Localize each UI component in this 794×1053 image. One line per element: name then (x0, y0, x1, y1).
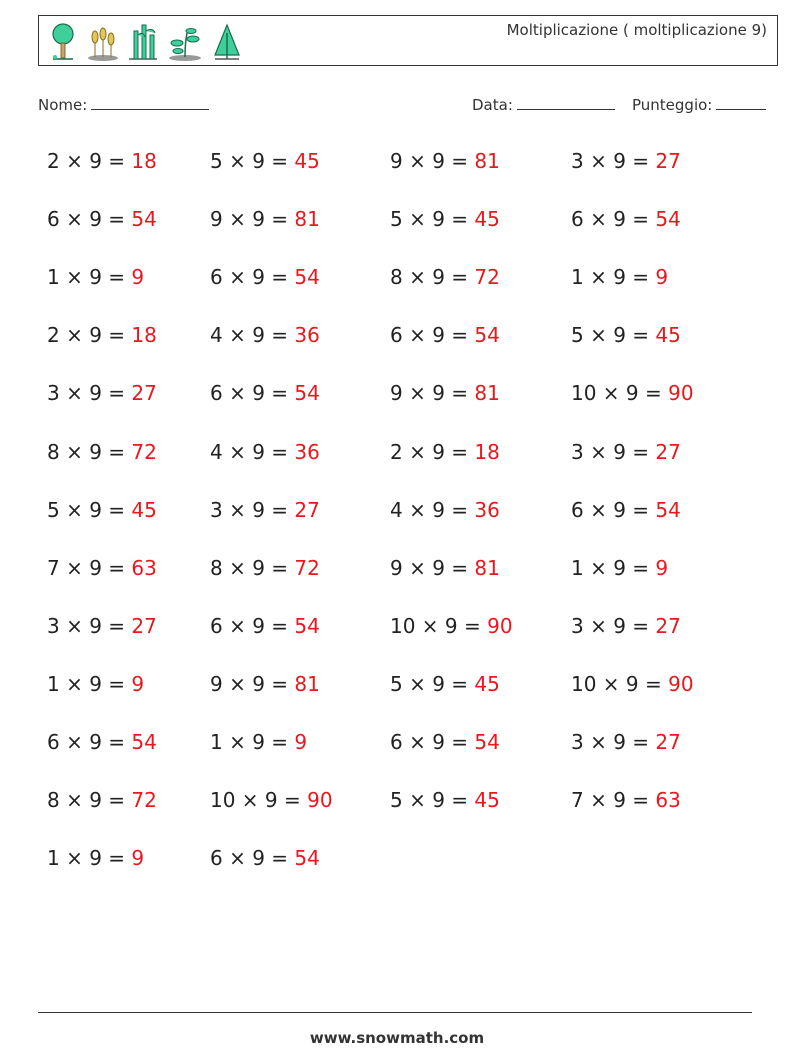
problem-question: 5 × 9 = (47, 497, 132, 522)
problem-item (210, 614, 320, 638)
problem-item (210, 323, 320, 347)
problem-answer: 54 (294, 846, 320, 871)
problem-answer: 90 (668, 671, 694, 696)
problem-answer: 90 (668, 381, 694, 406)
problem-question: 7 × 9 = (47, 555, 132, 580)
problem-answer: 54 (294, 613, 320, 638)
problem-item (210, 498, 320, 522)
problem-item (571, 440, 681, 464)
footer-divider (38, 1012, 752, 1013)
problem-question: 10 × 9 = (571, 671, 669, 696)
footer-url: www.snowmath.com (309, 1029, 485, 1047)
problem-question: 8 × 9 = (210, 555, 295, 580)
problem-question: 6 × 9 = (571, 207, 656, 232)
problem-question: 8 × 9 = (390, 265, 475, 290)
problem-question: 8 × 9 = (47, 439, 132, 464)
problem-item (571, 672, 694, 696)
problem-answer: 45 (474, 788, 500, 813)
score-field[interactable] (632, 93, 766, 114)
problem-question: 3 × 9 = (571, 439, 656, 464)
problem-question: 3 × 9 = (571, 613, 656, 638)
problem-item (571, 498, 681, 522)
problem-item (47, 149, 157, 173)
problem-question: 4 × 9 = (390, 497, 475, 522)
problem-question: 1 × 9 = (571, 555, 656, 580)
problem-answer: 45 (294, 149, 320, 173)
problem-question: 7 × 9 = (571, 788, 656, 813)
problem-answer: 36 (474, 497, 500, 522)
problem-item (47, 846, 144, 870)
problem-item (571, 788, 681, 812)
date-label: Data: (472, 96, 513, 114)
problem-answer: 72 (131, 439, 157, 464)
problem-item (390, 672, 500, 696)
worksheet-title: Moltiplicazione ( moltiplicazione 9) (506, 21, 767, 39)
problem-answer: 54 (131, 207, 157, 232)
problem-item (210, 149, 320, 173)
problem-answer: 81 (474, 149, 500, 173)
problem-answer: 27 (294, 497, 320, 522)
problem-item (571, 381, 694, 405)
problem-question: 1 × 9 = (47, 846, 132, 871)
problem-question: 6 × 9 = (210, 265, 295, 290)
problem-question: 6 × 9 = (390, 730, 475, 754)
problem-answer: 36 (294, 323, 320, 348)
problem-answer: 54 (655, 207, 681, 232)
problem-question: 5 × 9 = (390, 788, 475, 813)
problem-question: 8 × 9 = (47, 788, 132, 813)
header-icons (45, 21, 245, 63)
problem-question: 2 × 9 = (47, 149, 132, 173)
problem-question: 4 × 9 = (210, 323, 295, 348)
problem-question: 6 × 9 = (210, 846, 295, 871)
problem-item (210, 846, 320, 870)
problem-item (210, 672, 320, 696)
problem-item (210, 730, 307, 754)
problem-question: 2 × 9 = (47, 323, 132, 348)
problem-question: 5 × 9 = (390, 671, 475, 696)
problem-item (210, 381, 320, 405)
problem-answer: 18 (131, 149, 157, 173)
problem-item (571, 207, 681, 231)
problem-question: 6 × 9 = (390, 323, 475, 348)
name-label: Nome: (38, 96, 88, 114)
problem-question: 5 × 9 = (210, 149, 295, 173)
problem-answer: 9 (131, 846, 145, 871)
problem-question: 9 × 9 = (210, 207, 295, 232)
problem-item (390, 556, 500, 580)
problem-answer: 27 (655, 439, 681, 464)
problem-question: 9 × 9 = (210, 671, 295, 696)
problem-item (47, 672, 144, 696)
problem-answer: 81 (294, 671, 320, 696)
problem-answer: 27 (131, 381, 157, 406)
problem-question: 5 × 9 = (571, 323, 656, 348)
problem-answer: 72 (294, 555, 320, 580)
problem-answer: 18 (131, 323, 157, 348)
problem-item (390, 440, 500, 464)
problem-item (390, 207, 500, 231)
problem-question: 1 × 9 = (47, 671, 132, 696)
problem-item (390, 149, 500, 173)
problem-answer: 9 (655, 555, 669, 580)
problem-question: 3 × 9 = (571, 149, 656, 173)
problem-question: 10 × 9 = (571, 381, 669, 406)
problem-item (210, 440, 320, 464)
problem-item (571, 265, 668, 289)
date-field[interactable] (472, 93, 615, 114)
problem-item (210, 207, 320, 231)
problem-item (571, 149, 681, 173)
problem-answer: 9 (131, 265, 145, 290)
problem-item (47, 381, 157, 405)
problem-answer: 27 (655, 149, 681, 173)
problem-answer: 81 (294, 207, 320, 232)
problem-question: 6 × 9 = (210, 613, 295, 638)
problem-answer: 54 (474, 323, 500, 348)
problem-question: 10 × 9 = (210, 788, 308, 813)
problem-question: 9 × 9 = (390, 149, 475, 173)
problem-question: 6 × 9 = (47, 207, 132, 232)
problem-question: 6 × 9 = (47, 730, 132, 754)
problem-answer: 45 (655, 323, 681, 348)
score-label: Punteggio: (632, 96, 713, 114)
problem-item (47, 207, 157, 231)
leaf-tree-icon (209, 21, 245, 63)
problem-answer: 54 (131, 730, 157, 754)
problem-item (571, 556, 668, 580)
problem-question: 6 × 9 = (571, 497, 656, 522)
problem-item (571, 614, 681, 638)
problem-question: 1 × 9 = (210, 730, 295, 754)
problem-answer: 54 (294, 381, 320, 406)
problem-answer: 90 (307, 788, 333, 813)
problem-item (210, 265, 320, 289)
score-line[interactable] (716, 93, 766, 110)
problem-answer: 54 (474, 730, 500, 754)
problem-answer: 72 (131, 788, 157, 813)
problem-answer: 90 (487, 613, 513, 638)
problem-item (390, 381, 500, 405)
problem-answer: 81 (474, 555, 500, 580)
problem-answer: 45 (474, 207, 500, 232)
problem-item (390, 498, 500, 522)
problem-answer: 36 (294, 439, 320, 464)
problem-answer: 27 (131, 613, 157, 638)
problem-answer: 72 (474, 265, 500, 290)
problem-question: 3 × 9 = (571, 730, 656, 754)
problem-item (390, 730, 500, 754)
problem-question: 2 × 9 = (390, 439, 475, 464)
problem-question: 9 × 9 = (390, 555, 475, 580)
problem-answer: 27 (655, 613, 681, 638)
header-box (38, 15, 778, 66)
problem-question: 1 × 9 = (571, 265, 656, 290)
problem-question: 9 × 9 = (390, 381, 475, 406)
problem-item (47, 730, 157, 754)
date-line[interactable] (517, 93, 615, 110)
bamboo-icon (125, 21, 161, 63)
problem-answer: 45 (131, 497, 157, 522)
problem-item (210, 788, 333, 812)
tree-icon (45, 21, 81, 63)
problem-item (390, 265, 500, 289)
problem-answer: 27 (655, 730, 681, 754)
problem-answer: 9 (655, 265, 669, 290)
name-line[interactable] (91, 93, 209, 110)
problem-item (390, 788, 500, 812)
problem-question: 4 × 9 = (210, 439, 295, 464)
problem-answer: 9 (294, 730, 308, 754)
problem-answer: 54 (655, 497, 681, 522)
problem-answer: 9 (131, 671, 145, 696)
problem-question: 1 × 9 = (47, 265, 132, 290)
problem-item (390, 614, 513, 638)
problem-item (47, 498, 157, 522)
problem-item (47, 323, 157, 347)
problem-item (47, 614, 157, 638)
problem-question: 3 × 9 = (210, 497, 295, 522)
problem-item (390, 323, 500, 347)
problem-question: 6 × 9 = (210, 381, 295, 406)
problem-answer: 81 (474, 381, 500, 406)
problem-answer: 63 (655, 788, 681, 813)
problem-item (47, 265, 144, 289)
problem-item (47, 556, 157, 580)
problem-item (571, 323, 681, 347)
problem-answer: 63 (131, 555, 157, 580)
problem-answer: 45 (474, 671, 500, 696)
name-field[interactable] (38, 93, 209, 114)
problem-item (47, 440, 157, 464)
wheat-icon (85, 21, 121, 63)
problem-answer: 54 (294, 265, 320, 290)
problem-answer: 18 (474, 439, 500, 464)
problem-item (571, 730, 681, 754)
sprout-icon (165, 21, 205, 63)
problem-question: 3 × 9 = (47, 613, 132, 638)
problem-item (47, 788, 157, 812)
problem-question: 10 × 9 = (390, 613, 488, 638)
problem-question: 3 × 9 = (47, 381, 132, 406)
problem-question: 5 × 9 = (390, 207, 475, 232)
problem-item (210, 556, 320, 580)
